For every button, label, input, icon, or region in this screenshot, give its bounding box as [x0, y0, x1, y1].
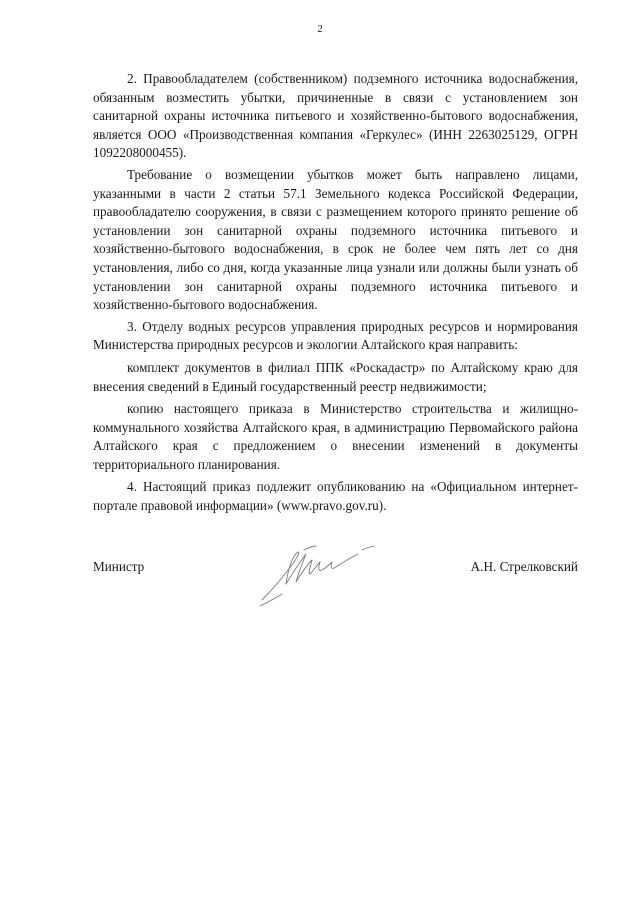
- signatory-title: Министр: [93, 559, 145, 574]
- document-body: [93, 70, 578, 516]
- page-number: 2: [317, 23, 323, 35]
- paragraph-4-publication: 4. Настоящий приказ подлежит опубликованию на «Официальном интернет-портале правовой информации» (www.pravo.gov.ru).: [93, 479, 578, 514]
- handwritten-signature: [258, 540, 388, 610]
- paragraph-3-directive: 3. Отделу водных ресурсов управления природных ресурсов и нормирования Министерства природных ресурсов и экологии Алтайского края направить:: [93, 318, 578, 353]
- paragraph-2-owner: 2. Правообладателем (собственником) подземного источника водоснабжения, обязанным возместить убытки, причиненные в связи с установлением зон санитарной охраны источника питьевого и хозяйственно-бытового водоснабжения, является ООО «Производственная компания «Геркулес» (ИНН 2263025129, ОГРН 1092208000455).: [93, 71, 578, 161]
- paragraph-ministry-copy-item: копию настоящего приказа в Министерство строительства и жилищно-коммунального хозяйства Алтайского края, в администрацию Первомайского района Алтайского края с предложением о внесении изменений в документы территориального планирования.: [93, 401, 578, 472]
- signatory-name: А.Н. Стрелковский: [470, 559, 578, 574]
- paragraph-compensation-claim: Требование о возмещении убытков может быть направлено лицами, указанными в части 2 статьи 57.1 Земельного кодекса Российской Федерации, правообладателю сооружения, в связи с размещением которого принято решение об установлении зон санитарной охраны подземного источника питьевого и хозяйственно-бытового водоснабжения, в срок не более чем пять лет со дня установления, либо со дня, когда указанные лица узнали или должны были узнать об установлении зон санитарной охраны подземного источника питьевого и хозяйственно-бытового водоснабжения.: [93, 166, 578, 313]
- paragraph-rosreestr-item: комплект документов в филиал ППК «Роскадастр» по Алтайскому краю для внесения сведений в Единый государственный реестр недвижимости;: [93, 359, 578, 394]
